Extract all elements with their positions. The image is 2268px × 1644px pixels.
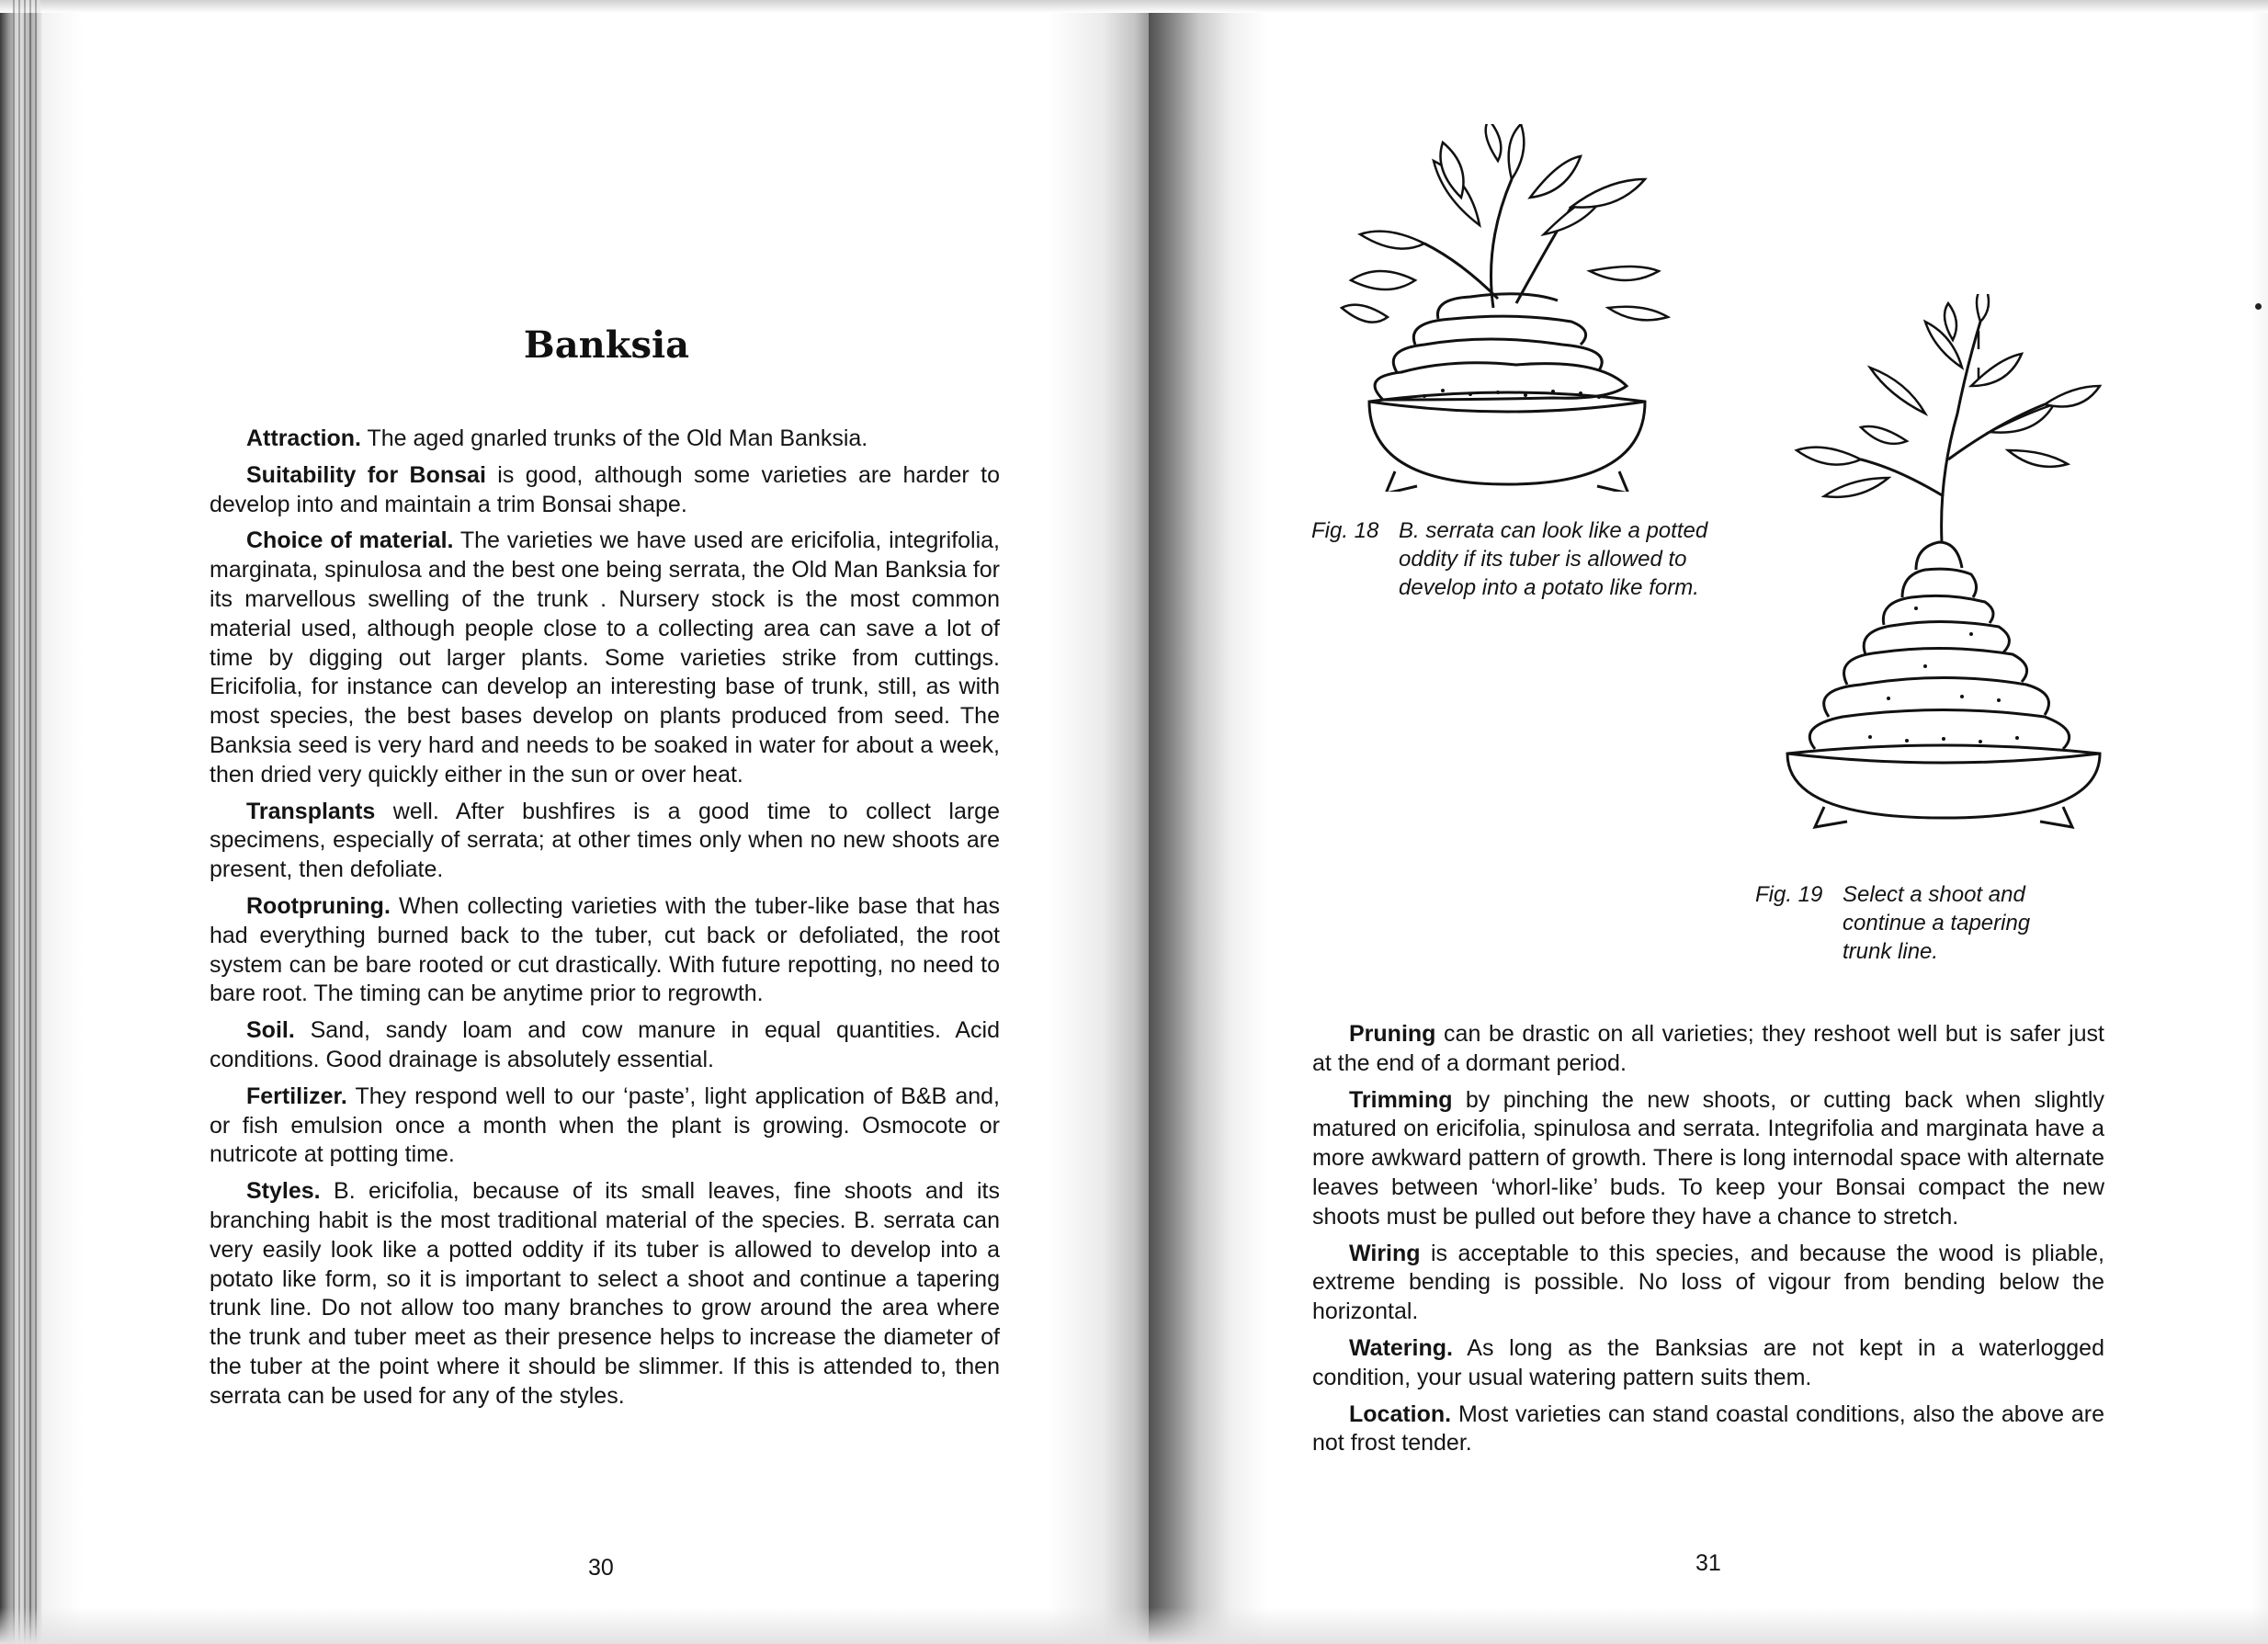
paragraph-text: well. After bushfires is a good time to collect large specimens, especially of serrata; at other times only when no new shoots are present, then defoliate. [210, 798, 1000, 883]
paragraph-text: They respond well to our ‘paste’, light application of B&B and, or fish emulsion once a month when the plant is growing. Osmocote or nutricote at potting time. [210, 1083, 1000, 1168]
fig19-tuber-layer [1902, 569, 1977, 597]
paragraph-text: is good, although some varieties are harder to develop into and maintain a trim Bonsai shape. [210, 461, 1000, 517]
paragraph-lead: Choice of material. [246, 527, 454, 554]
paragraph-styles [210, 1177, 1000, 1411]
right-body-text [1312, 1020, 2104, 1466]
fig18-tuber-layer [1375, 363, 1627, 400]
paragraph-lead: Soil. [246, 1017, 295, 1044]
paragraph-text: Most varieties can stand coastal conditions, also the above are not frost tender. [1312, 1400, 2104, 1457]
fig19-pot-foot-left [1815, 807, 1847, 827]
fig19-leaves [1797, 294, 2100, 497]
paragraph-text: B. ericifolia, because of its small leaves, fine shoots and its branching habit is the most traditional material of the species. B. serrata can very easily look like a potted oddity if its tuber is allowed to develop into a potato like form, so it is important to select a shoot and continue a tapering trunk line. Do not allow too many branches to grow around the area where the trunk and tuber meet as their presence helps to increase the diameter of the tuber at the point where it should be slimmer. If this is attended to, then serrata can be used for any of the styles. [210, 1178, 1000, 1409]
fig19-caption [1755, 880, 2058, 972]
paragraph-lead: Styles. [246, 1178, 321, 1205]
fig18-caption-text: B. serrata can look like a potted oddity if its tuber is allowed to develop into a potato like form. [1399, 518, 1708, 600]
paragraph-wiring [1312, 1240, 2104, 1327]
paragraph-location [1312, 1400, 2104, 1459]
page-bottom-shadow [1149, 1607, 2268, 1644]
paragraph-lead: Rootpruning. [246, 892, 391, 919]
paragraph-attraction [210, 425, 1000, 454]
page-bottom-shadow [0, 1607, 1149, 1644]
scan-speck [2255, 303, 2262, 310]
paragraph-lead: Pruning [1349, 1021, 1436, 1047]
paragraph-text: by pinching the new shoots, or cutting back when slightly matured on ericifolia, spinulosa and serrata. Integrifolia and marginata have a more awkward pattern of growth. There is long internodal space with alternate leaves between ‘whorl-like’ buds. To keep your Bonsai compact the new shoots must be pulled out before they have a chance to stretch. [1312, 1086, 2104, 1230]
fig18-pot-foot-right [1597, 471, 1628, 492]
fig18-bonsai-illustration [1332, 124, 1682, 492]
paragraph-watering [1312, 1334, 2104, 1393]
paragraph-lead: Fertilizer. [246, 1083, 347, 1109]
fig19-pot-rim [1787, 754, 2100, 763]
chapter-title: Banksia [523, 323, 690, 367]
fig18-leaves [1342, 124, 1668, 323]
page-top-shadow [1149, 0, 2268, 13]
paragraph-text: When collecting varieties with the tuber-like base that has had everything burned back to the tuber, cut back or defoliated, the root system can be bare rooted or cut drastically. With future repotting, no need to bare root. The timing can be anytime prior to regrowth. [210, 892, 1000, 1007]
paragraph-text: can be drastic on all varieties; they reshoot well but is safer just at the end of a dormant period. [1312, 1021, 2104, 1076]
paragraph-trimming [1312, 1086, 2104, 1232]
fig19-caption-text: Select a shoot and continue a tapering trunk line. [1843, 882, 2031, 964]
fig18-trunk [1424, 179, 1571, 308]
paragraph-text: As long as the Banksias are not kept in a waterlogged condition, your usual watering pattern suits them. [1312, 1334, 2104, 1390]
fig19-pot-foot-right [2040, 807, 2072, 827]
fig18-pot-rim [1369, 402, 1645, 412]
fig19-tuber-layer [1916, 542, 1962, 570]
paragraph-lead: Attraction. [246, 425, 361, 451]
page-number-left: 30 [588, 1555, 614, 1581]
left-body-text [210, 425, 1000, 1419]
fig18-number: Fig. 18 [1311, 518, 1379, 543]
paragraph-text: is acceptable to this species, and because the wood is pliable, extreme bending is possible. No loss of vigour from bending below the horizontal. [1312, 1240, 2104, 1325]
paragraph-lead: Watering. [1349, 1334, 1453, 1361]
paragraph-text: Sand, sandy loam and cow manure in equal quantities. Acid conditions. Good drainage is absolutely essential. [210, 1017, 1000, 1072]
paragraph-transplants [210, 798, 1000, 885]
page-top-shadow [0, 0, 1149, 13]
paragraph-text: The varieties we have used are ericifolia, integrifolia, marginata, spinulosa and the best one being serrata, the Old Man Banksia for its marvellous swelling of the trunk . Nursery stock is the most common material used, although people close to a collecting area can save a lot of time by digging out larger plants. Some varieties strike from cuttings. Ericifolia, for instance can develop an interesting base of trunk, still, as with most species, the best bases develop on plants produced from seed. The Banksia seed is very hard and needs to be soaked in water for about a week, then dried very quickly either in the sun or over heat. [210, 527, 1000, 788]
paragraph-pruning [1312, 1020, 2104, 1079]
page-stack-edge [13, 0, 40, 1644]
paragraph-suitability [210, 461, 1000, 520]
paragraph-lead: Suitability for Bonsai [246, 461, 486, 488]
fig19-tuber-layer [1809, 710, 2069, 750]
paragraph-soil [210, 1016, 1000, 1075]
page-number-right: 31 [1695, 1550, 1721, 1576]
paragraph-rootpruning [210, 892, 1000, 1009]
paragraph-text: The aged gnarled trunks of the Old Man Banksia. [361, 425, 868, 451]
paragraph-lead: Transplants [246, 798, 376, 824]
fig19-number: Fig. 19 [1755, 882, 1823, 907]
fig18-caption [1311, 516, 1752, 608]
paragraph-choice-of-material [210, 527, 1000, 789]
fig18-pot-foot-left [1386, 471, 1417, 492]
paragraph-lead: Wiring [1349, 1240, 1421, 1266]
paragraph-lead: Location. [1349, 1400, 1452, 1427]
fig19-pot [1787, 745, 2100, 818]
paragraph-lead: Trimming [1349, 1086, 1453, 1113]
fig19-bonsai-illustration [1778, 294, 2109, 845]
paragraph-fertilizer [210, 1083, 1000, 1170]
